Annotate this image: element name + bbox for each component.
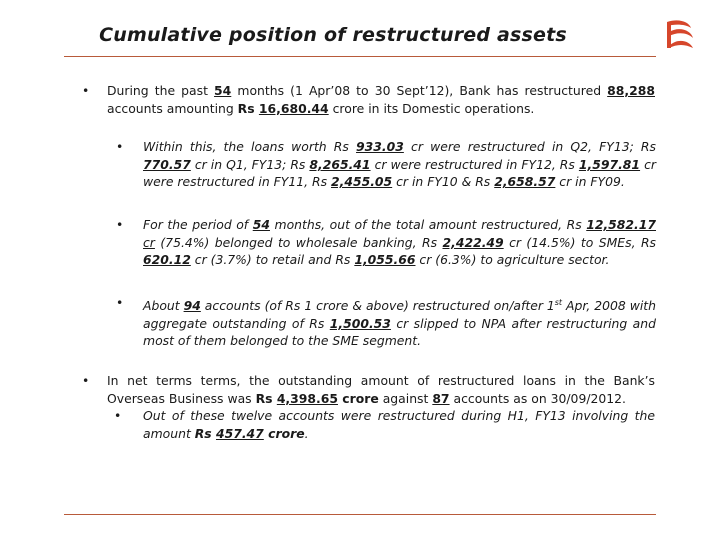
text: cr were restructured in Q2, FY13; Rs [403, 139, 656, 154]
text: accounts amounting [107, 100, 238, 116]
text: In net terms terms, the outstanding amount of restructured loans in the Bank’s Overseas Business was [107, 373, 655, 406]
text: Rs [194, 425, 216, 441]
text: crore [263, 425, 305, 441]
text: cr in FY09. [555, 174, 625, 190]
text: against [378, 390, 433, 406]
text: Out of these twelve accounts were restructured during H1, FY13 involving the amount [143, 408, 655, 441]
value-amount: 16,680.44 [258, 100, 329, 116]
bullet-marker: • [116, 139, 124, 154]
bullet-marker: • [116, 295, 124, 310]
bank-logo-icon [663, 16, 699, 52]
text: cr slipped to NPA after restructuring and most of them belonged to the SME segment. [143, 315, 656, 349]
text: accounts as on 30/09/2012. [449, 390, 626, 406]
text: During the past [107, 83, 215, 98]
text: Apr, 2008 with aggregate outstanding of Rs [143, 298, 657, 331]
text: accounts (of Rs 1 crore & above) restructured on/after 1 [200, 298, 555, 314]
sub-bullet-1 [116, 138, 656, 191]
superscript: st [554, 298, 563, 307]
text: cr in FY10 & Rs [392, 174, 495, 190]
page-title: Cumulative position of restructured assets [99, 24, 567, 46]
text: Within this, the loans worth Rs [143, 139, 357, 154]
value: 12,582.17 [586, 217, 656, 232]
sub-bullet-3 [116, 294, 657, 350]
value: 8,265.41 [309, 156, 371, 172]
sub-bullet-2 [116, 216, 657, 269]
value: 457.47 [215, 425, 264, 441]
text: cr were restructured in FY12, Rs [370, 156, 579, 172]
text: cr (14.5%) to SMEs, Rs [503, 234, 657, 250]
text: cr (6.3%) to agriculture sector. [415, 252, 610, 268]
bullet-marker: • [82, 83, 90, 98]
bullet-2-sub [107, 407, 655, 442]
text: crore [337, 390, 379, 406]
value: 770.57 [143, 156, 191, 172]
bullet-marker: • [82, 373, 90, 388]
value: 1,055.66 [354, 252, 416, 268]
text: cr (3.7%) to retail and Rs [190, 252, 355, 268]
text: (75.4%) belonged to wholesale banking, Rs [154, 234, 443, 250]
text: Rs [255, 390, 277, 406]
value-months: 54 [214, 83, 232, 98]
value: 2,658.57 [494, 174, 556, 190]
text: . [304, 425, 309, 441]
value: 4,398.65 [276, 390, 338, 406]
text: For the period of [143, 217, 253, 232]
value: 1,500.53 [329, 315, 391, 331]
value-accounts: 88,288 [607, 83, 655, 98]
value: 933.03 [356, 139, 404, 154]
value: 87 [432, 390, 450, 406]
text: cr [143, 234, 155, 250]
value: 2,455.05 [331, 174, 393, 190]
text: cr in Q1, FY13; Rs [190, 156, 310, 172]
text: Rs [237, 100, 259, 116]
value: 94 [183, 298, 201, 314]
bullet-marker: • [114, 408, 122, 424]
value: 54 [252, 217, 270, 232]
bullet-1 [82, 82, 655, 117]
bullet-marker: • [116, 217, 124, 232]
bullet-2 [82, 372, 655, 442]
title-divider [64, 56, 656, 57]
text: months (1 Apr’08 to 30 Sept’12), Bank has restructured [231, 83, 608, 98]
footer-divider [64, 514, 656, 515]
value: 1,597.81 [578, 156, 641, 172]
text: crore in its Domestic operations. [328, 100, 535, 116]
text: About [143, 298, 184, 314]
text: months, out of the total amount restructured, Rs [269, 217, 587, 232]
text: cr were restructured in FY11, Rs [143, 156, 656, 190]
value: 2,422.49 [442, 234, 504, 250]
value: 620.12 [143, 252, 191, 268]
